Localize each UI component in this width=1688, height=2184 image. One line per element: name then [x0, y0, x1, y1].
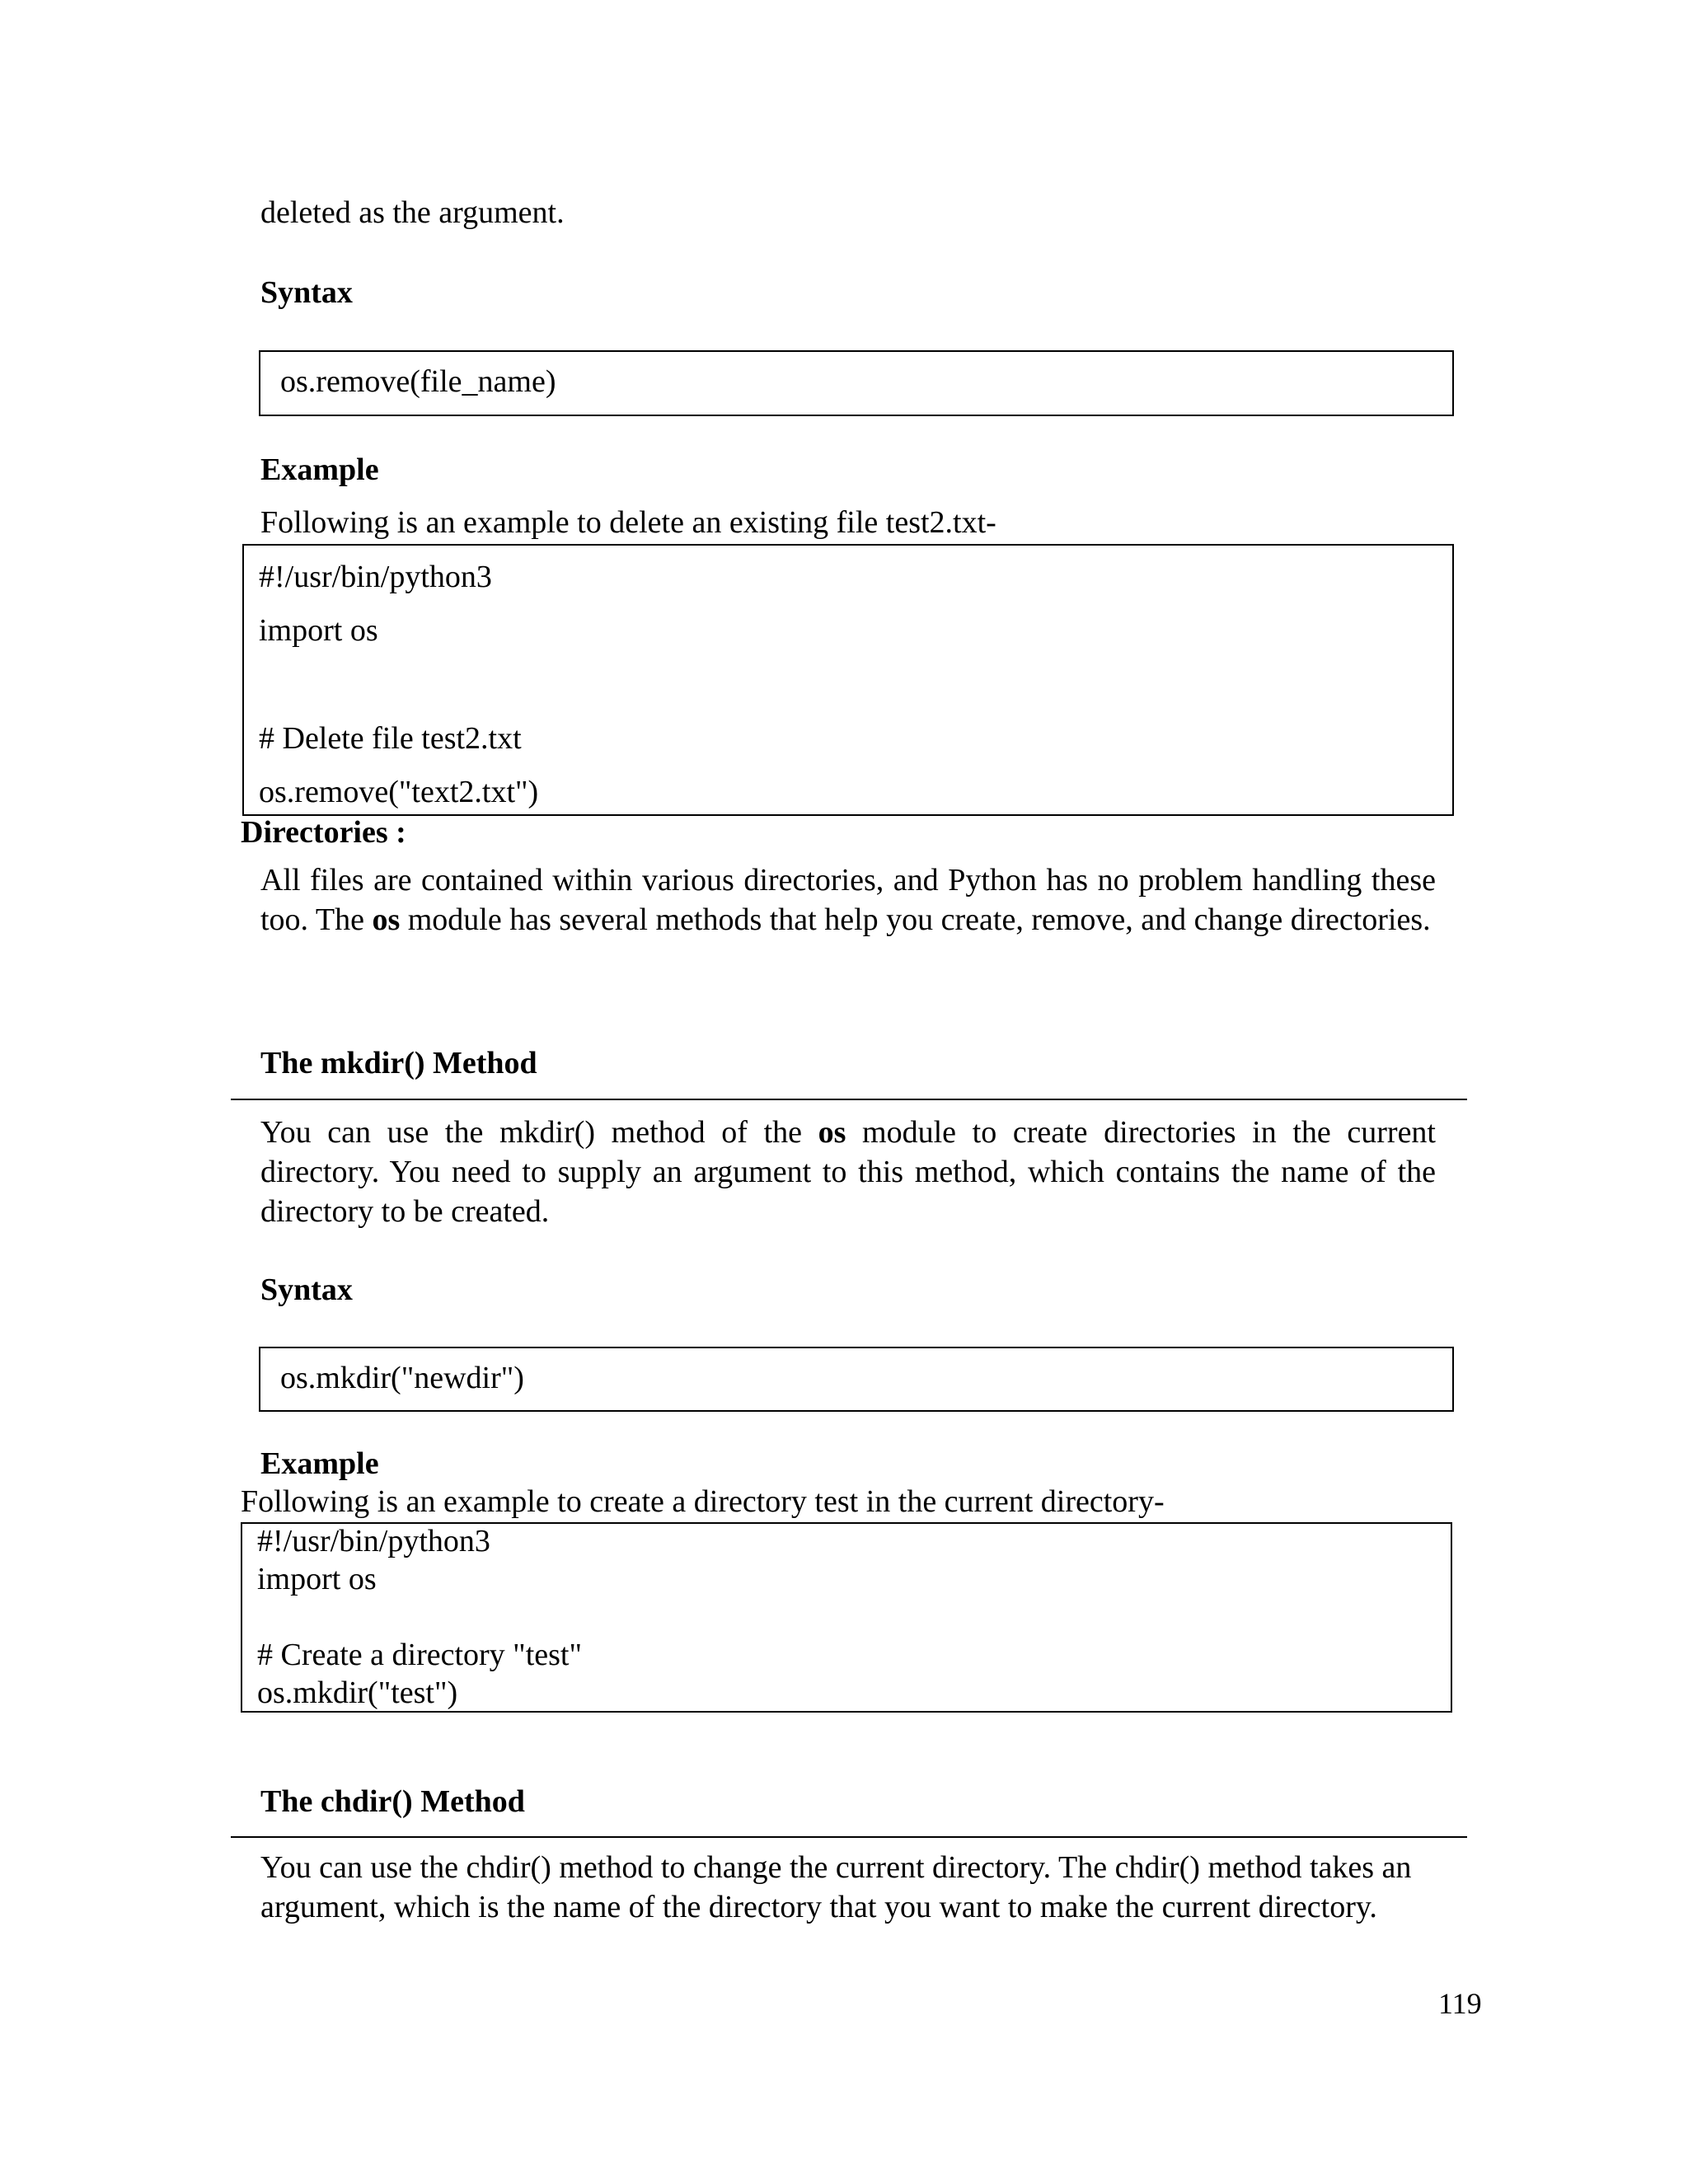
code-box [241, 1522, 1452, 1713]
example-heading: Example [260, 1446, 379, 1481]
code-line: # Delete file test2.txt [259, 721, 522, 756]
mkdir-paragraph [260, 1113, 1436, 1231]
mkdir-text: module to create directories in the current directory. You need to supply an argument to this method, which contains the name of the directory to be created. [260, 1115, 1436, 1229]
section-divider [231, 1099, 1467, 1100]
chdir-heading: The chdir() Method [260, 1784, 525, 1819]
syntax-box [259, 350, 1454, 416]
code-line: #!/usr/bin/python3 [257, 1524, 490, 1558]
example-intro: Following is an example to delete an existing file test2.txt- [260, 505, 996, 540]
example-heading: Example [260, 452, 379, 487]
example-intro: Following is an example to create a directory test in the current directory- [241, 1484, 1165, 1519]
directories-text: module has several methods that help you create, remove, and change directories. [400, 902, 1431, 937]
code-line: import os [257, 1562, 377, 1596]
code-line: import os [259, 613, 378, 648]
directories-text: All files are contained within various directories, and Python has no problem handling these too. The [260, 863, 1436, 937]
syntax-box [259, 1347, 1454, 1412]
section-divider [231, 1836, 1467, 1838]
chdir-paragraph: You can use the chdir() method to change the current directory. The chdir() method takes an argument, which is the name of the directory that you want to make the current directory. [260, 1850, 1412, 1924]
syntax-heading: Syntax [260, 275, 353, 310]
code-box [242, 544, 1454, 816]
directories-heading: Directories : [241, 815, 406, 850]
syntax-code: os.remove(file_name) [280, 364, 556, 399]
syntax-code: os.mkdir("newdir") [280, 1361, 524, 1395]
code-line: #!/usr/bin/python3 [259, 560, 492, 594]
directories-paragraph [260, 860, 1436, 940]
mkdir-text: You can use the mkdir() method of the [260, 1115, 818, 1150]
intro-text: deleted as the argument. [260, 195, 565, 230]
syntax-heading: Syntax [260, 1272, 353, 1307]
code-line: os.mkdir("test") [257, 1675, 458, 1710]
code-line: # Create a directory "test" [257, 1638, 582, 1672]
code-line: os.remove("text2.txt") [259, 775, 539, 809]
mkdir-heading: The mkdir() Method [260, 1046, 537, 1080]
os-keyword: os [372, 902, 401, 937]
page-number: 119 [1438, 1987, 1482, 2020]
os-keyword: os [818, 1115, 846, 1150]
